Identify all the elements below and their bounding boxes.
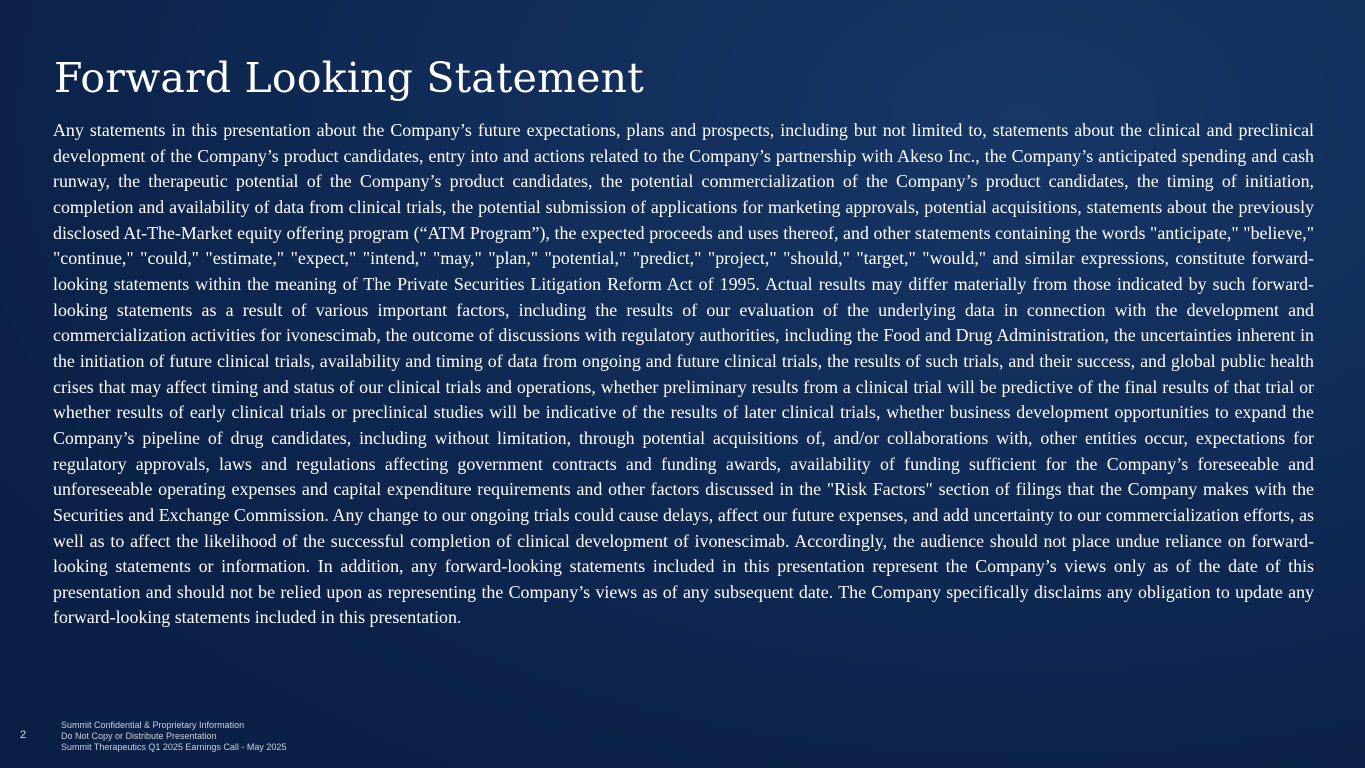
footer-disclaimer (61, 720, 286, 753)
slide-title: Forward Looking Statement (54, 54, 644, 102)
forward-looking-statement-body: Any statements in this presentation about the Company’s future expectations, plans and prospects, including but not limited to, statements about the clinical and preclinical development of the Company’s product candidates, entry into and actions related to the Company’s partnership with Akeso Inc., the Company’s anticipated spending and cash runway, the therapeutic potential of the Company’s product candidates, the potential commercialization of the Company’s product candidates, the timing of initiation, completion and availability of data from clinical trials, the potential submission of applications for marketing approvals, potential acquisitions, statements about the previously disclosed At-The-Market equity offering program (“ATM Program”), the expected proceeds and uses thereof, and other statements containing the words "anticipate," "believe," "continue," "could," "estimate," "expect," "intend," "may," "plan," "potential," "predict," "project," "should," "target," "would," and similar expressions, constitute forward-looking statements within the meaning of The Private Securities Litigation Reform Act of 1995. Actual results may differ materially from those indicated by such forward-looking statements as a result of various important factors, including the results of our evaluation of the underlying data in connection with the development and commercialization activities for ivonescimab, the outcome of discussions with regulatory authorities, including the Food and Drug Administration, the uncertainties inherent in the initiation of future clinical trials, availability and timing of data from ongoing and future clinical trials, the results of such trials, and their success, and global public health crises that may affect timing and status of our clinical trials and operations, whether preliminary results from a clinical trial will be predictive of the final results of that trial or whether results of early clinical trials or preclinical studies will be indicative of the results of later clinical trials, whether business development opportunities to expand the Company’s pipeline of drug candidates, including without limitation, through potential acquisitions of, and/or collaborations with, other entities occur, expectations for regulatory approvals, laws and regulations affecting government contracts and funding awards, availability of funding sufficient for the Company’s foreseeable and unforeseeable operating expenses and capital expenditure requirements and other factors discussed in the "Risk Factors" section of filings that the Company makes with the Securities and Exchange Commission. Any change to our ongoing trials could cause delays, affect our future expenses, and add uncertainty to our commercialization efforts, as well as to affect the likelihood of the successful completion of clinical development of ivonescimab. Accordingly, the audience should not place undue reliance on forward-looking statements or information. In addition, any forward-looking statements included in this presentation represent the Company’s views only as of the date of this presentation and should not be relied upon as representing the Company’s views as of any subsequent date. The Company specifically disclaims any obligation to update any forward-looking statements included in this presentation. (53, 120, 1314, 628)
footer-confidential-line: Summit Confidential & Proprietary Information (61, 720, 245, 730)
footer-event-line: Summit Therapeutics Q1 2025 Earnings Call - May 2025 (61, 742, 287, 752)
footer-distribution-line: Do Not Copy or Distribute Presentation (61, 731, 217, 741)
page-number: 2 (20, 729, 27, 741)
